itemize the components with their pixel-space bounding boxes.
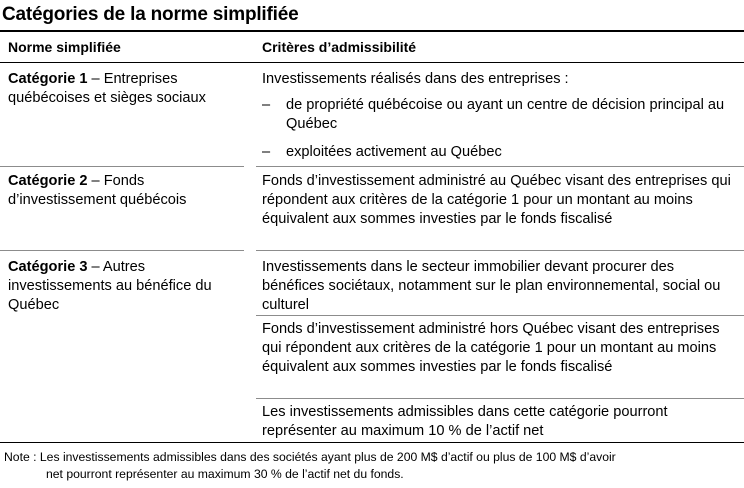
category-1-description: – Entreprises québécoises et sièges sociaux: [8, 71, 206, 106]
category-1-label: Catégorie 1: [8, 71, 88, 87]
footnote-line-2: net pourront représenter au maximum 30 % de l’actif net du fonds.: [46, 467, 404, 481]
category-1-cell: [8, 70, 244, 108]
header-criteres: Critères d’admissibilité: [262, 39, 417, 55]
sub-divider: [256, 315, 744, 316]
category-1-criteria-intro: Investissements réalisés dans des entreprises :: [262, 71, 569, 87]
category-3-cell: [8, 258, 244, 315]
bullet-text: exploitées activement au Québec: [286, 144, 502, 160]
category-2-description: – Fonds d’investissement québécois: [8, 173, 187, 208]
category-3-criteria-3: Les investissements admissibles dans cette catégorie pourront représenter au maximum 10 % de l’actif net: [262, 404, 668, 439]
category-1-bullet-1: [262, 96, 732, 136]
category-3-label: Catégorie 3: [8, 259, 88, 275]
footnote-line-1: Note : Les investissements admissibles dans des sociétés ayant plus de 200 M$ d’actif ou plus de 100 M$ d’avoir: [4, 450, 616, 464]
category-3-criteria-1: Investissements dans le secteur immobilier devant procurer des bénéfices sociétaux, notamment sur le plan environnemental, social ou culturel: [262, 259, 721, 313]
category-3-description: – Autres investissements au bénéfice du Québec: [8, 259, 212, 313]
category-3-criteria-2: Fonds d’investissement administré hors Québec visant des entreprises qui répondent aux critères de la catégorie 1 pour un montant au moins équivalent aux sommes investies par le fonds fiscalisé: [262, 321, 720, 375]
row-divider-right: [256, 166, 744, 167]
category-2-cell: [8, 172, 244, 210]
footnote: [4, 449, 734, 483]
dash-marker: –: [262, 97, 271, 113]
dash-marker: –: [262, 144, 271, 160]
bottom-rule: [0, 442, 744, 443]
category-1-bullet-2: [262, 143, 732, 163]
category-2-criteria: Fonds d’investissement administré au Québec visant des entreprises qui répondent aux critères de la catégorie 1 pour un montant au moins équivalent aux sommes investies par le fonds fiscalisé: [262, 173, 731, 227]
row-divider-left: [0, 250, 244, 251]
header-norme: Norme simplifiée: [8, 39, 121, 55]
row-divider-left: [0, 166, 244, 167]
sub-divider: [256, 398, 744, 399]
document-title: Catégories de la norme simplifiée: [2, 4, 299, 25]
bullet-text: de propriété québécoise ou ayant un centre de décision principal au Québec: [286, 97, 725, 132]
row-divider-right: [256, 250, 744, 251]
top-rule: [0, 30, 744, 32]
category-2-label: Catégorie 2: [8, 173, 88, 189]
header-rule: [0, 62, 744, 63]
